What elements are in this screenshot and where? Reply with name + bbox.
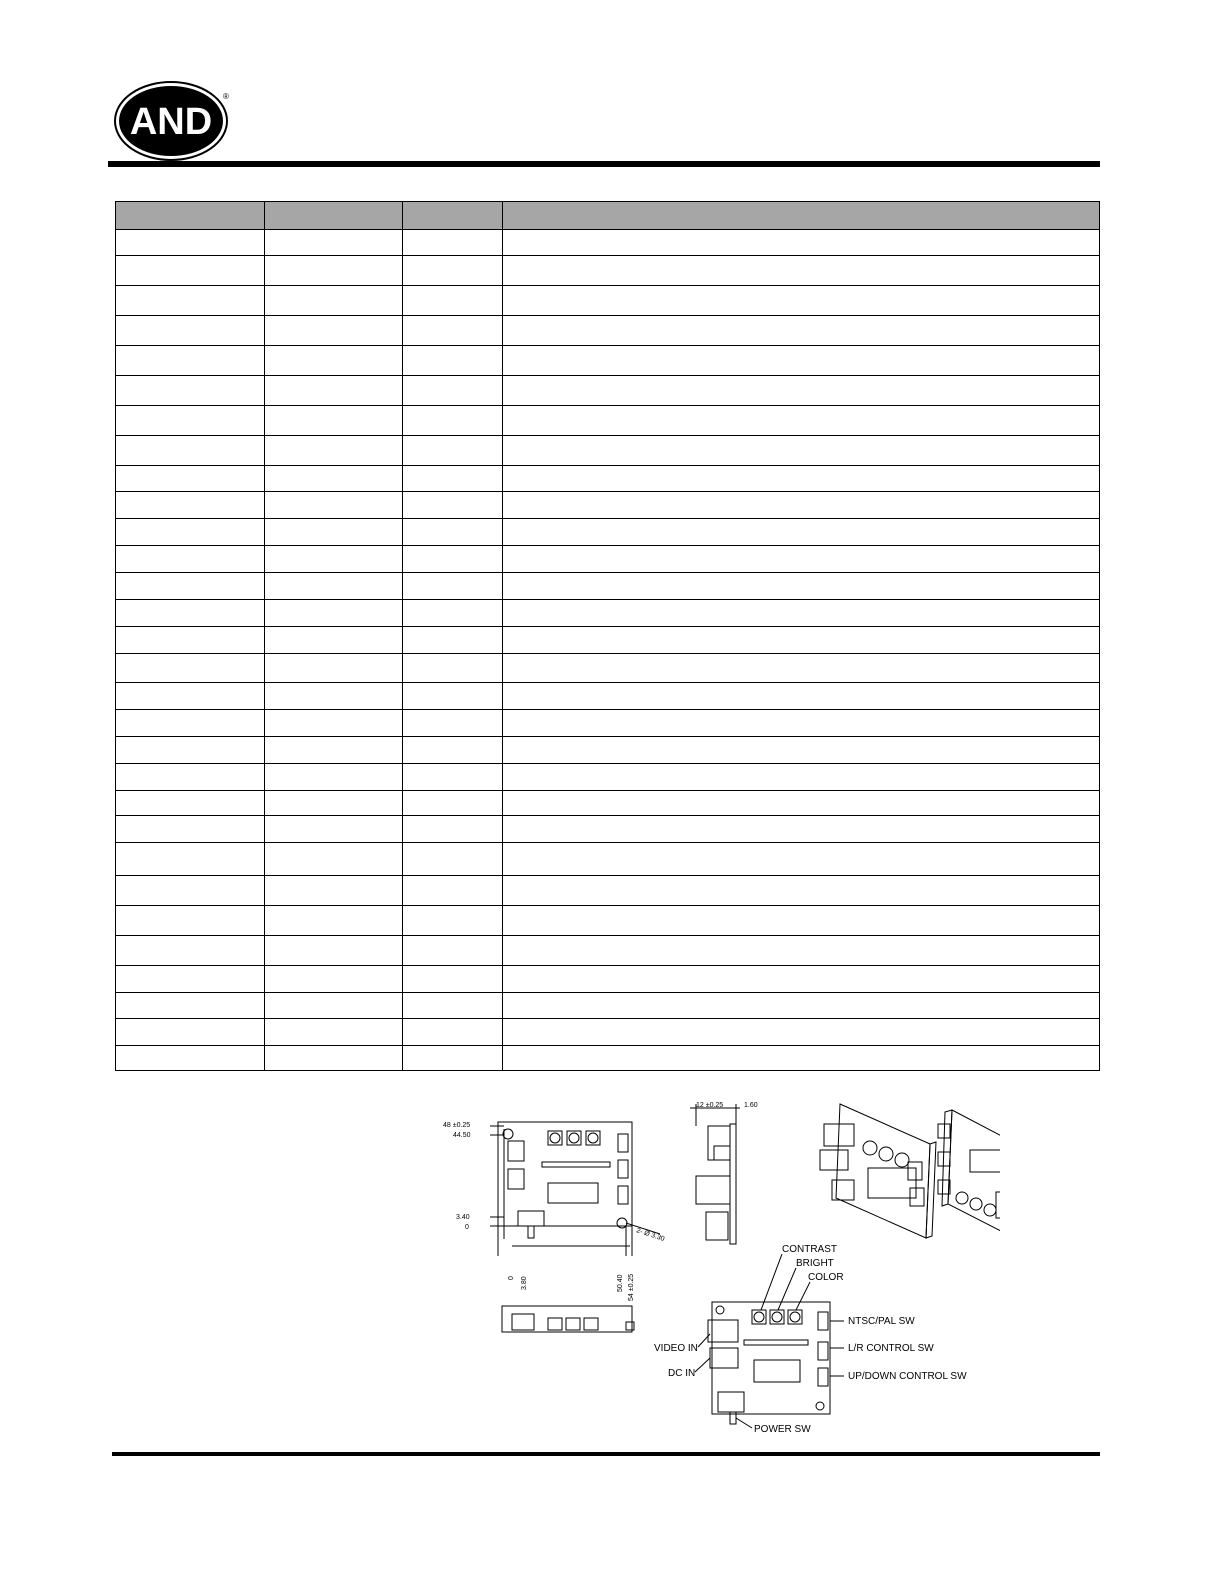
dim-hole-spec: 2- Ø 3.30 — [635, 1227, 666, 1243]
table-row-divider — [116, 405, 1099, 406]
table-row-divider — [116, 285, 1099, 286]
label-bright: BRIGHT — [796, 1258, 834, 1269]
table-row-divider — [116, 315, 1099, 316]
spec-table — [115, 201, 1100, 1071]
label-contrast: CONTRAST — [782, 1244, 837, 1255]
table-row-divider — [116, 572, 1099, 573]
logo-wordmark: AND — [129, 101, 213, 143]
dim-pcb-thickness: 1.60 — [744, 1102, 758, 1109]
dim-width-total: 54 ±0.25 — [628, 1273, 635, 1301]
front-view — [490, 1122, 660, 1256]
table-row-divider — [116, 1018, 1099, 1019]
table-column-divider — [402, 202, 403, 1070]
registered-mark: ® — [223, 92, 229, 101]
table-row-divider — [116, 375, 1099, 376]
table-row-divider — [116, 491, 1099, 492]
table-row-divider — [116, 255, 1099, 256]
label-power-sw: POWER SW — [754, 1424, 811, 1435]
drawing-svg — [440, 1096, 1000, 1436]
dim-height-total: 48 ±0.25 — [443, 1122, 471, 1129]
logo-oval — [114, 80, 232, 162]
dim-hole-offset-x: 3.80 — [521, 1276, 528, 1290]
table-row-divider — [116, 518, 1099, 519]
dim-origin-x: 0 — [508, 1276, 515, 1280]
table-row-divider — [116, 935, 1099, 936]
mechanical-drawing — [440, 1096, 1000, 1436]
table-row-divider — [116, 763, 1099, 764]
table-column-divider — [502, 202, 503, 1070]
side-view — [690, 1104, 740, 1244]
table-row-divider — [116, 1045, 1099, 1046]
table-row-divider — [116, 992, 1099, 993]
label-updown-control: UP/DOWN CONTROL SW — [848, 1371, 967, 1382]
table-row-divider — [116, 736, 1099, 737]
label-dc-in: DC IN — [668, 1368, 696, 1379]
table-row-divider — [116, 815, 1099, 816]
label-ntsc-pal: NTSC/PAL SW — [848, 1316, 915, 1327]
table-row-divider — [116, 965, 1099, 966]
dim-hole-offset-y: 3.40 — [456, 1214, 470, 1221]
company-logo — [114, 80, 232, 162]
footer-rule — [112, 1452, 1100, 1456]
label-color: COLOR — [808, 1272, 844, 1283]
table-row-divider — [116, 709, 1099, 710]
table-row-divider — [116, 345, 1099, 346]
table-row-divider — [116, 905, 1099, 906]
header-rule — [108, 161, 1100, 167]
table-row-divider — [116, 599, 1099, 600]
table-row-divider — [116, 435, 1099, 436]
dim-side-thickness: 12 ±0.25 — [696, 1102, 724, 1109]
label-lr-control: L/R CONTROL SW — [848, 1343, 934, 1354]
table-row-divider — [116, 626, 1099, 627]
dim-origin-y: 0 — [465, 1224, 469, 1231]
table-row-divider — [116, 653, 1099, 654]
table-row-divider — [116, 790, 1099, 791]
table-row-divider — [116, 465, 1099, 466]
bottom-view — [502, 1306, 634, 1332]
table-row-divider — [116, 682, 1099, 683]
dim-width-inner: 50.40 — [617, 1274, 624, 1292]
isometric-views — [820, 1104, 1000, 1248]
dim-height-inner: 44.50 — [453, 1132, 471, 1139]
table-row-divider — [116, 842, 1099, 843]
label-video-in: VIDEO IN — [654, 1343, 698, 1354]
table-row-divider — [116, 545, 1099, 546]
table-row-divider — [116, 875, 1099, 876]
table-column-divider — [264, 202, 265, 1070]
